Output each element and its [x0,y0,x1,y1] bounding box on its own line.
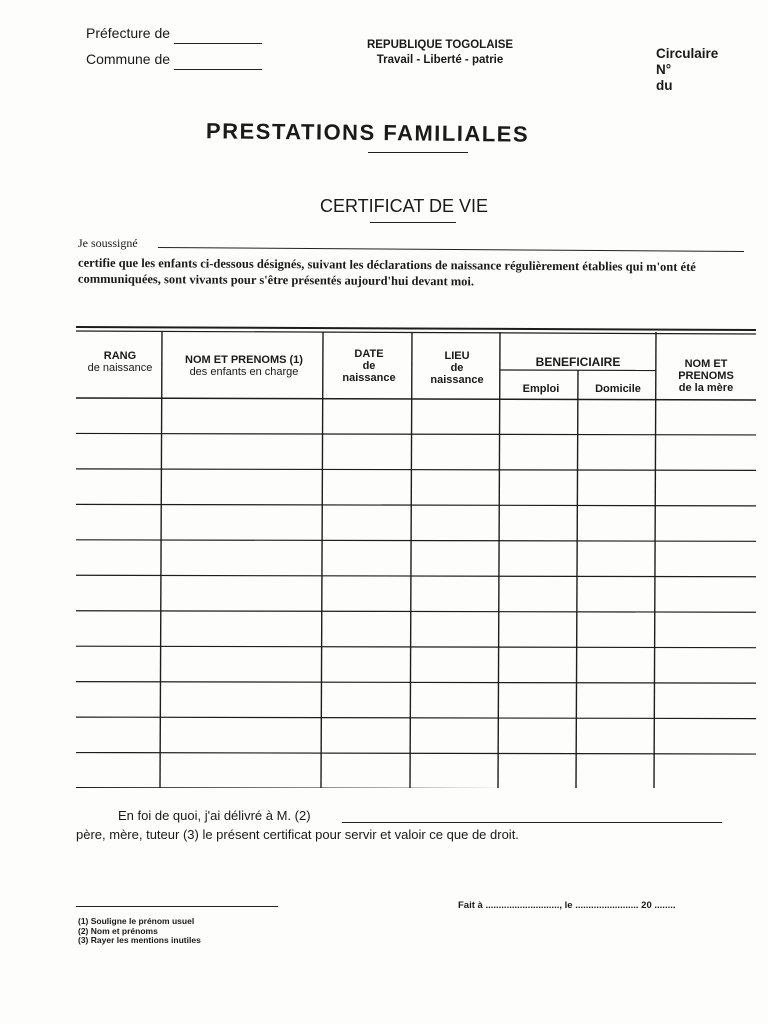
header-nom [164,354,324,378]
header-mere [656,358,756,394]
table-grid [76,326,756,788]
certifie-paragraph: certifie que les enfants ci-dessous désignés, suivant les déclarations de naissance régulièrement établies qui m'ont été communiquées, sont vivants pour s'être présentés aujourd'hui devant moi. [77,255,696,289]
header-mere-3: de la mère [678,382,734,394]
du-label: du [656,78,673,93]
table-row-rule [76,611,756,613]
page-title: PRESTATIONS FAMILIALES [205,118,530,147]
commune-blank[interactable] [174,55,262,70]
table-top-rule-inner [76,331,756,334]
header-domicile: Domicile [595,383,641,395]
soussigne-blank[interactable] [158,247,744,252]
table-col-rule [498,332,500,788]
numero-label: N° [656,62,672,77]
certificate-subtitle: CERTIFICAT DE VIE [320,196,489,216]
header-lieu-2: de [450,362,464,374]
header-date-1: DATE [354,348,384,360]
notes-divider [76,906,278,907]
table-row-rule [76,575,756,577]
header-lieu-1: LIEU [444,350,470,362]
prefecture-label: Préfecture de [86,25,171,41]
header-mere-2: PRENOMS [678,370,734,382]
republic-name: REPUBLIQUE TOGOLAISE [366,39,514,51]
table-row-rule [76,433,756,435]
header-nom-title: NOM ET PRENOMS (1) [185,354,303,366]
header-rang-title: RANG [103,350,137,362]
header-rang-sub: de naissance [87,362,153,374]
table-row-rule [76,540,756,542]
footnote-3: (3) Rayer les mentions inutiles [78,935,201,945]
header-nom-sub: des enfants en charge [189,366,299,378]
header-beneficiaire: BENEFICIAIRE [535,355,621,369]
header-date-2: de [362,360,376,372]
en-foi-text: En foi de quoi, j'ai délivré à M. (2) [118,808,311,823]
header-lieu [414,350,500,386]
table-col-rule [321,332,323,788]
pere-mere-text: père, mère, tuteur (3) le présent certificat pour servir et valoir ce que de droit. [76,827,519,842]
en-foi-blank[interactable] [342,822,722,823]
header-lieu-3: naissance [430,374,484,386]
header-emploi: Emploi [522,383,560,395]
header-date [326,348,412,384]
circulaire-label: Circulaire [656,46,719,61]
table-top-rule [76,327,756,330]
table-row-rule [76,469,756,471]
header-mere-1: NOM ET [684,358,728,370]
header-republic-block [350,38,530,68]
header-right-block [656,46,718,94]
table-col-rule [160,332,162,788]
commune-line [86,48,262,70]
table-col-rule [576,370,578,788]
subtitle-underline [370,222,456,223]
header-left-block [86,22,262,70]
table-col-rule [410,332,412,788]
title-underline [368,152,468,153]
table-row-rule [76,504,756,506]
prefecture-blank[interactable] [174,29,262,44]
children-table [76,326,756,788]
footnotes [78,917,201,946]
soussigne-label: Je soussigné [78,236,138,250]
header-rang [80,350,160,374]
fait-a-line: Fait à ............................, le ........................ 20 ........ [458,900,676,911]
footnote-1: (1) Souligne le prénom usuel [78,916,195,926]
footnote-2: (2) Nom et prénoms [78,925,158,936]
prefecture-line [86,22,262,44]
republic-motto: Travail - Liberté - patrie [376,54,504,66]
header-date-3: naissance [342,372,396,384]
table-header-rule [76,398,756,400]
commune-label: Commune de [86,51,171,67]
